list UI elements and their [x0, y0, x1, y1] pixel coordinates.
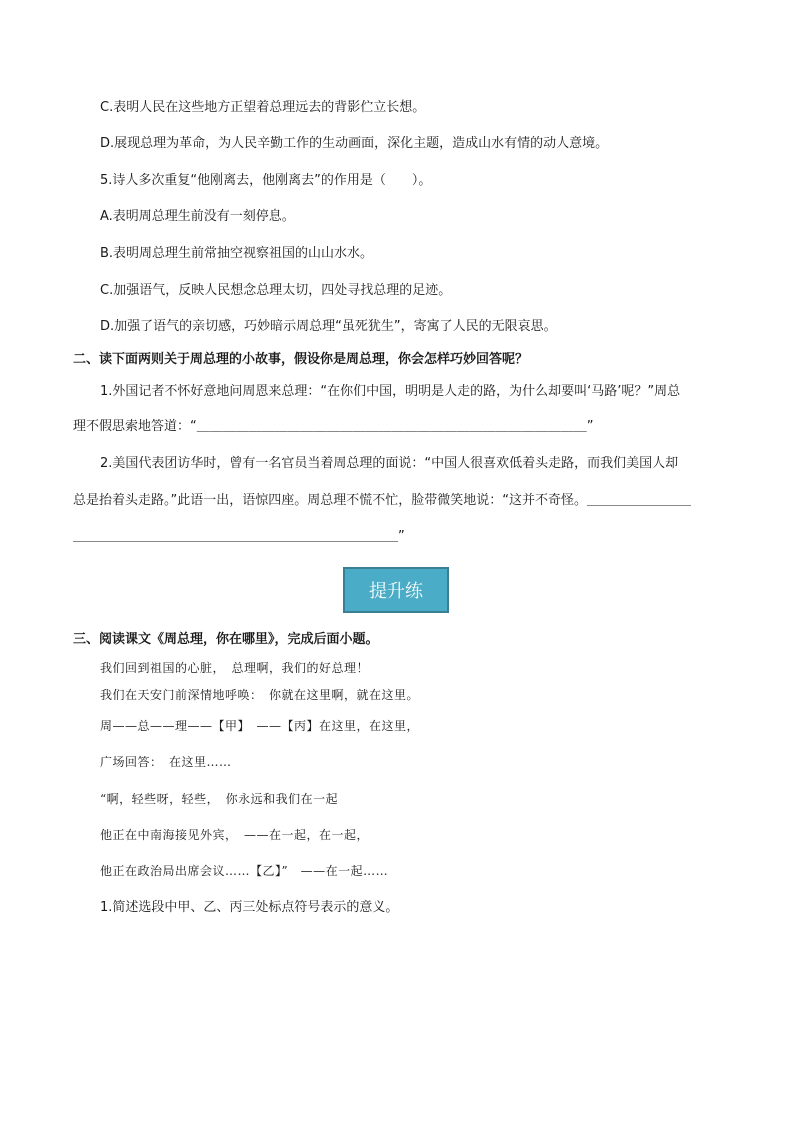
section-2-heading: 二、读下面两则关于周总理的小故事，假设你是周总理，你会怎样巧妙回答呢？ — [73, 352, 529, 367]
question-5-option-b: B.表明周总理生前常抽空视察祖国的山山水水。 — [100, 246, 374, 261]
question-5-option-c: C.加强语气，反映人民想念总理太切，四处寻找总理的足迹。 — [100, 283, 452, 298]
poem-line: 广场回答： 在这里…… — [100, 755, 232, 769]
story-2-line-3: ＿＿＿＿＿＿＿＿＿＿＿＿＿＿＿＿＿＿＿＿＿＿＿＿＿” — [73, 529, 405, 544]
section-3-heading: 三、阅读课文《周总理，你在哪里》，完成后面小题。 — [73, 632, 379, 647]
story-1-line-1: 1.外国记者不怀好意地问周恩来总理：“在你们中国，明明是人走的路，为什么却要叫‘马路’呢？”周总 — [100, 384, 681, 399]
poem-line: 我们在天安门前深情地呼唤： 你就在这里啊，就在这里。 — [100, 688, 420, 702]
story-2-line-1: 2.美国代表团访华时，曾有一名官员当着周总理的面说：“中国人很喜欢低着头走路，而我们美国人却 — [100, 456, 679, 471]
section-badge — [343, 567, 449, 613]
poem-line: “啊，轻些呀，轻些， 你永远和我们在一起 — [100, 792, 339, 806]
section-3-question-1: 1.简述选段中甲、乙、丙三处标点符号表示的意义。 — [100, 900, 399, 915]
story-1-line-2: 理不假思索地答道：“＿＿＿＿＿＿＿＿＿＿＿＿＿＿＿＿＿＿＿＿＿＿＿＿＿＿＿＿＿＿” — [73, 419, 594, 434]
question-5-stem: 5.诗人多次重复“他刚离去，他刚离去”的作用是（ ）。 — [100, 173, 432, 188]
poem-line: 周——总——理——【甲】 ——【丙】在这里，在这里， — [100, 719, 420, 733]
poem-line: 他正在政治局出席会议……【乙】” ——在一起…… — [100, 864, 389, 878]
section-badge-label: 提升练 — [369, 581, 423, 602]
question-5-option-d: D.加强了语气的亲切感，巧妙暗示周总理“虽死犹生”，寄寓了人民的无限哀思。 — [100, 319, 557, 334]
poem-line: 我们回到祖国的心脏， 总理啊，我们的好总理！ — [100, 661, 370, 675]
question-5-option-a: A.表明周总理生前没有一刻停息。 — [100, 209, 295, 224]
poem-line: 他正在中南海接见外宾， ——在一起，在一起， — [100, 828, 370, 842]
story-2-line-2: 总是抬着头走路。”此语一出，语惊四座。周总理不慌不忙，脸带微笑地说：“这并不奇怪。＿＿＿＿＿＿＿＿ — [73, 493, 691, 508]
option-c-text: C.表明人民在这些地方正望着总理远去的背影伫立长想。 — [100, 100, 426, 115]
option-d-text: D.展现总理为革命，为人民辛勤工作的生动画面，深化主题，造成山水有情的动人意境。 — [100, 136, 609, 151]
